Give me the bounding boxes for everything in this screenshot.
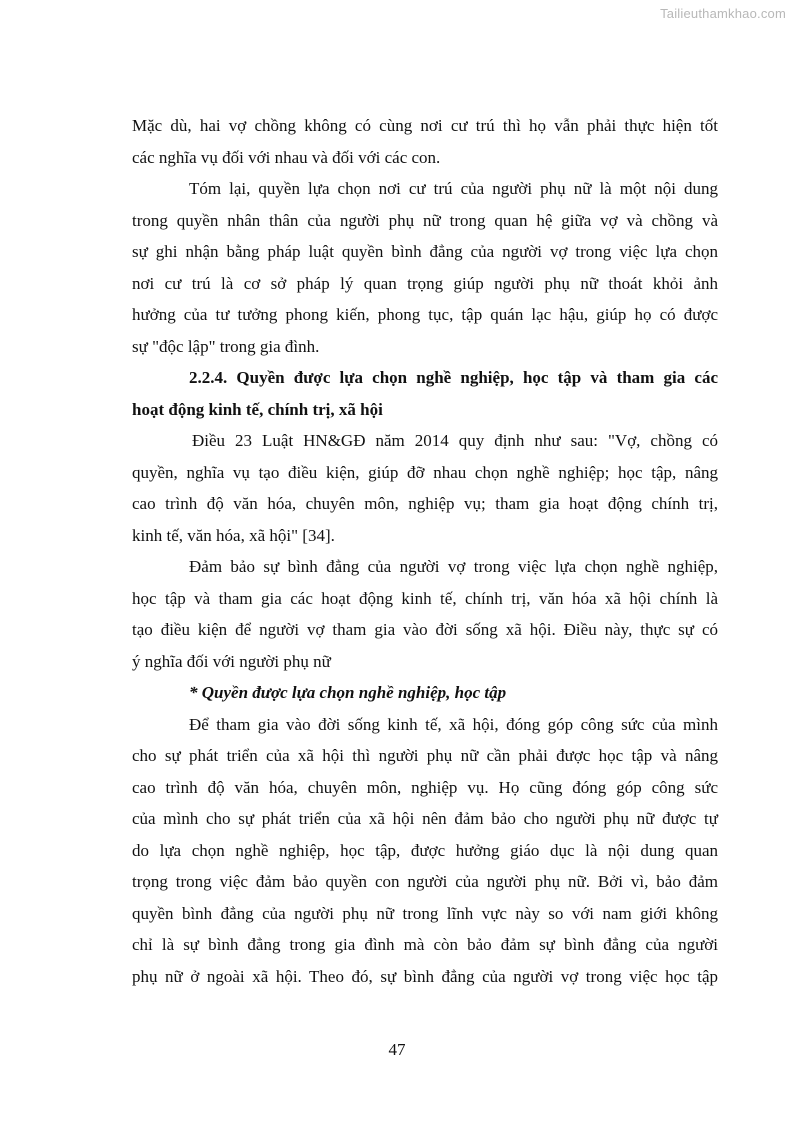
text-line: nơi cư trú là cơ sở pháp lý quan trọng giúp người phụ nữ thoát khỏi ảnh xyxy=(132,273,718,293)
text-line: sự "độc lập" trong gia đình. xyxy=(132,336,320,356)
text-line: trong quyền nhân thân của người phụ nữ trong quan hệ giữa vợ và chồng và xyxy=(132,210,718,230)
text-line: 2.2.4. Quyền được lựa chọn nghề nghiệp, học tập và tham gia các xyxy=(189,368,718,387)
text-line: do lựa chọn nghề nghiệp, học tập, được hưởng giáo dục là nội dung quan xyxy=(132,840,718,860)
text-line: quyền bình đẳng của người phụ nữ trong lĩnh vực này so với nam giới không xyxy=(132,903,718,923)
watermark: Tailieuthamkhao.com xyxy=(660,6,786,21)
text-line: cao trình độ văn hóa, chuyên môn, nghiệp vụ; tham gia hoạt động chính trị, xyxy=(132,494,718,513)
text-line: Để tham gia vào đời sống kinh tế, xã hội, đóng góp công sức của mình xyxy=(189,714,718,734)
text-line: Điều 23 Luật HN&GĐ năm 2014 quy định như sau: "Vợ, chồng có xyxy=(192,431,718,450)
document-body xyxy=(132,110,718,992)
text-line: phụ nữ ở ngoài xã hội. Theo đó, sự bình đẳng của người vợ trong việc học tập xyxy=(132,966,718,986)
text-line: cho sự phát triển của xã hội thì người phụ nữ cần phải được học tập và nâng xyxy=(132,746,718,765)
text-line: cao trình độ văn hóa, chuyên môn, nghiệp vụ. Họ cũng đóng góp công sức xyxy=(132,777,718,797)
text-line: hoạt động kinh tế, chính trị, xã hội xyxy=(132,399,383,419)
text-line: quyền, nghĩa vụ tạo điều kiện, giúp đỡ nhau chọn nghề nghiệp; học tập, nâng xyxy=(132,462,718,482)
text-line: kinh tế, văn hóa, xã hội" [34]. xyxy=(132,525,335,545)
text-line: của mình cho sự phát triển của xã hội nên đảm bảo cho người phụ nữ được tự xyxy=(132,809,718,828)
text-line: các nghĩa vụ đối với nhau và đối với các con. xyxy=(132,147,441,167)
text-line: ý nghĩa đối với người phụ nữ xyxy=(132,651,331,671)
text-line: tạo điều kiện để người vợ tham gia vào đời sống xã hội. Điều này, thực sự có xyxy=(132,620,718,639)
text-line: Tóm lại, quyền lựa chọn nơi cư trú của người phụ nữ là một nội dung xyxy=(189,179,718,198)
text-line: Mặc dù, hai vợ chồng không có cùng nơi cư trú thì họ vẫn phải thực hiện tốt xyxy=(132,116,718,135)
text-line: chỉ là sự bình đẳng trong gia đình mà còn bảo đảm sự bình đẳng của người xyxy=(132,935,718,954)
text-line: sự ghi nhận bằng pháp luật quyền bình đẳng của người vợ trong việc lựa chọn xyxy=(132,242,718,261)
text-line: hưởng của tư tưởng phong kiến, phong tục, tập quán lạc hậu, giúp họ có được xyxy=(132,305,718,324)
text-line: * Quyền được lựa chọn nghề nghiệp, học tập xyxy=(189,683,507,702)
page-number: 47 xyxy=(388,1040,406,1059)
text-line: học tập và tham gia các hoạt động kinh tế, chính trị, văn hóa xã hội chính là xyxy=(132,588,718,608)
text-line: Đảm bảo sự bình đẳng của người vợ trong việc lựa chọn nghề nghiệp, xyxy=(189,557,718,576)
text-line: trọng trong việc đảm bảo quyền con người của người phụ nữ. Bởi vì, bảo đảm xyxy=(132,872,718,891)
